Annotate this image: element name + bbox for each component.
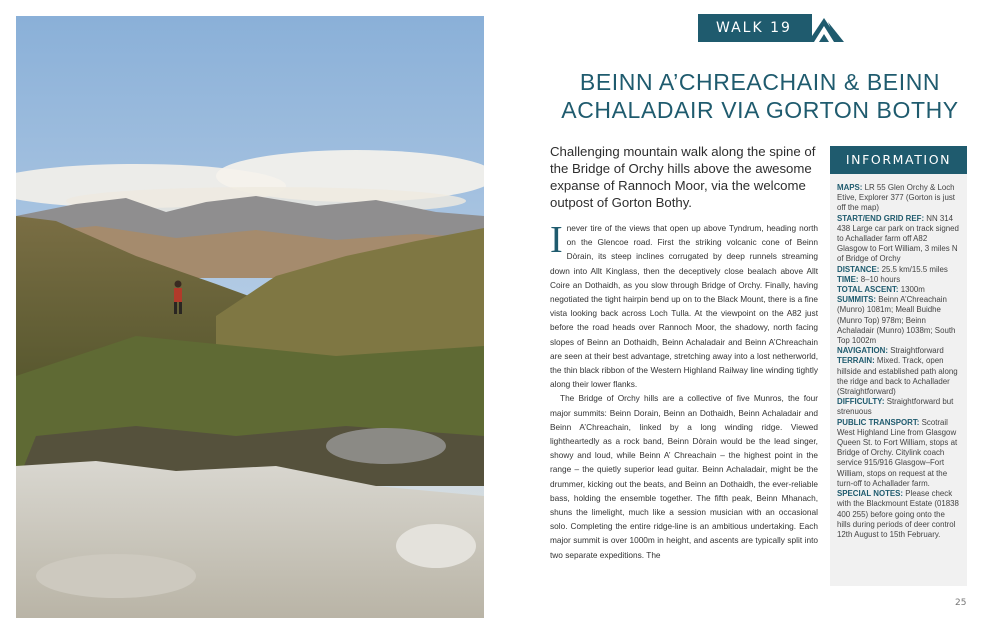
drop-cap: I (550, 219, 563, 261)
info-item-special-notes: SPECIAL NOTES: Please check with the Blackmount Estate (01838 400 255) before going onto the hills during periods of deer control 12th August to 15th February. (837, 489, 959, 539)
body-paragraph-2: The Bridge of Orchy hills are a collective of five Munros, the four major summits: Beinn Dorain, Beinn an Dothaidh, Beinn Achaladair and Beinn A’Chreachain, linked by a long winding ridge. Viewed lightheartedly as a rock band, Beinn Dòrain would be the lead singer, showy and loud, while Beinn A’ Chreachain – the highest point in the range – the quietly superior lead guitar. Beinn Achaladair, might be the drummer, kicking out the beats, and Beinn an Dothaidh, the ever-reliable bass, holding the ensemble together. The fifth peak, Beinn Mhanach, shuns the limelight, much like a session musician with an occasional solo. Completing the entire ridge-line is an ambitious undertaking. Each major summit is over 1000m in height, and ascents are typically split into two separate expeditions. The (550, 393, 818, 560)
info-item-distance: DISTANCE: 25.5 km/15.5 miles (837, 264, 948, 274)
mountain-peaks-icon (808, 14, 844, 42)
intro-paragraph: Challenging mountain walk along the spine of the Bridge of Orchy hills above the awesome expanse of Rannoch Moor, via the welcome outpost of Gorton Bothy. (550, 144, 816, 210)
info-item-maps: MAPS: LR 55 Glen Orchy & Loch Etive, Explorer 377 (Gorton is just off the map) (837, 183, 955, 213)
info-item-public-transport: PUBLIC TRANSPORT: Scotrail West Highland Line from Glasgow Queen St. to Fort William, stops at Bridge of Orchy. Citylink coach service 915/916 Glasgow–Fort William, stops on request at the turn-off to Achallader farm. (837, 417, 958, 488)
title-line-1: BEINN A’CHREACHAIN & BEINN (579, 69, 941, 95)
article-body (550, 221, 818, 562)
body-paragraph-1-text: never tire of the views that open up above Tyndrum, heading north on the Glencoe road. First the striking volcanic cone of Beinn Dòrain, its steep inclines corrugated by deep runnels streaming down into Allt Kinglass, then the deceptively close bealach above Allt Coire an Dothaidh, as you slow through Bridge of Orchy. Finally, having negotiated the tight hairpin bend up on to the Black Mount, there is a fine vista looking back across Loch Tulla. At the viewpoint on the A82 just before the road heads over Rannoch Moor, the shadowy, north facing slopes of Beinn an Dothaidh, Beinn Achaladair and Beinn A’Chreachain are seen at their best advantage, stretching away into a lost netherworld, the thin black ribbon of the Western Highland Railway line winding tightly along their lower flanks. (550, 223, 818, 390)
info-item-difficulty: DIFFICULTY: Straightforward but strenuous (837, 397, 954, 417)
info-item-grid-ref: START/END GRID REF: NN 314 438 Large car park on track signed to Achallader farm off A82 Glasgow to Fort William, 3 miles N of Bridge of Orchy (837, 213, 959, 264)
info-item-terrain: TERRAIN: Mixed. Track, open hillside and established path along the ridge and back to Achallader (Straightforward) (837, 356, 958, 397)
page-number: 25 (955, 598, 967, 608)
page-title (540, 68, 980, 124)
info-item-time: TIME: 8–10 hours (837, 274, 901, 284)
body-paragraph-1 (550, 221, 818, 391)
information-heading: INFORMATION (830, 146, 967, 174)
mountain-landscape-image (16, 16, 484, 618)
info-item-ascent: TOTAL ASCENT: 1300m (837, 285, 925, 295)
info-item-navigation: NAVIGATION: Straightforward (837, 346, 944, 356)
info-item-summits: SUMMITS: Beinn A’Chreachain (Munro) 1081m; Meall Buidhe (Munro Top) 978m; Beinn Achaladair (Munro) 1038m; South Top 1002m (837, 295, 956, 346)
information-list (830, 174, 967, 540)
walk-badge (698, 14, 844, 42)
walk-number-label: WALK 19 (698, 14, 812, 42)
hero-photo (16, 16, 484, 618)
information-panel (830, 146, 967, 586)
title-line-2: ACHALADAIR VIA GORTON BOTHY (561, 97, 959, 123)
